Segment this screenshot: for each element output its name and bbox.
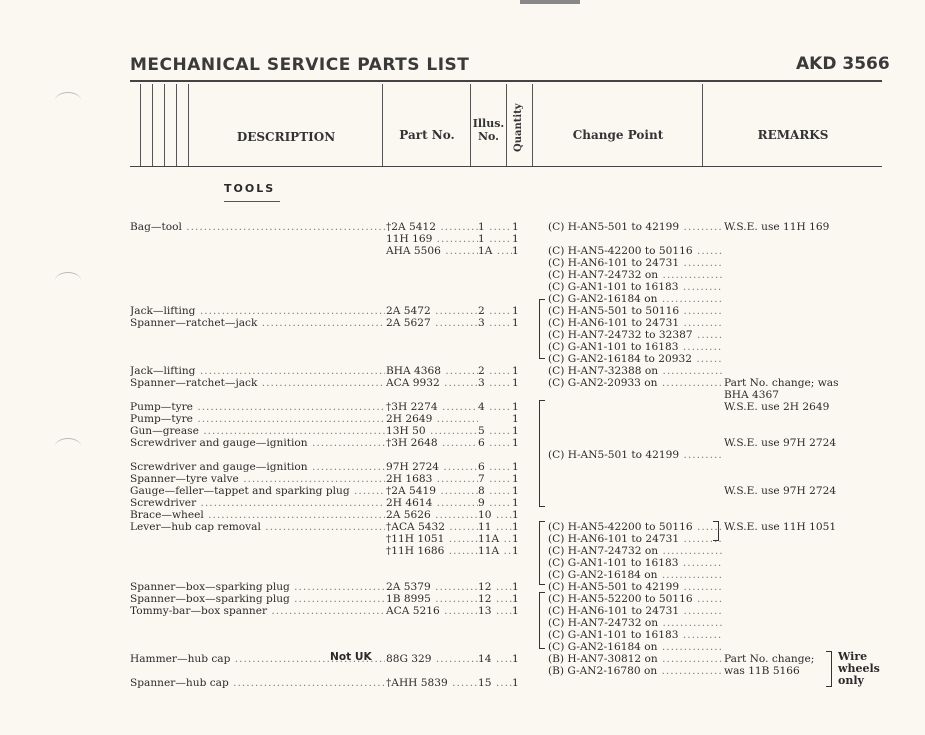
part-no-cell: ACA 9932 ..... xyxy=(386,377,478,389)
description-cell: Bag—tool ..... xyxy=(130,221,385,233)
column-divider xyxy=(382,84,383,166)
punch-hole xyxy=(55,438,81,455)
illus-no-cell: 6 ..... xyxy=(478,437,512,449)
quantity-cell: 1 xyxy=(512,677,519,689)
illus-no-cell: 5 ..... xyxy=(478,425,512,437)
section-heading: TOOLS xyxy=(224,182,276,195)
illus-no-cell: 2 ..... xyxy=(478,305,512,317)
wire-wheels-note-2: wheels xyxy=(838,662,880,675)
quantity-cell: 1 xyxy=(512,425,519,437)
bracket xyxy=(539,592,545,649)
part-no-cell: BHA 4368 ..... xyxy=(386,365,478,377)
header-bottom-rule xyxy=(130,166,882,167)
change-point-cell: (B) G-AN2-16780 on ..... xyxy=(548,665,723,677)
description-cell: Jack—lifting ..... xyxy=(130,305,385,317)
illus-no-cell: 14 ..... xyxy=(478,653,512,665)
column-header-description: DESCRIPTION xyxy=(236,130,336,144)
description-cell: Screwdriver and gauge—ignition ..... xyxy=(130,437,385,449)
illus-no-cell: 6 ..... xyxy=(478,461,512,473)
change-point-cell: (C) G-AN1-101 to 16183 ..... xyxy=(548,281,723,293)
part-no-cell: 2H 1683 ..... xyxy=(386,473,478,485)
part-no-cell: †2A 5419 ..... xyxy=(386,485,478,497)
column-header-part-no: Part No. xyxy=(399,128,455,142)
bracket xyxy=(539,299,545,359)
change-point-cell: (C) H-AN5-501 to 42199 ..... xyxy=(548,221,723,233)
illus-no-cell: 11 ..... xyxy=(478,521,512,533)
remarks-cell: W.S.E. use 2H 2649 xyxy=(724,401,830,413)
description-cell: Spanner—box—sparking plug ..... xyxy=(130,581,385,593)
change-point-cell: (C) H-AN5-501 to 50116 ..... xyxy=(548,305,723,317)
column-header-illus-no: No. xyxy=(477,130,500,143)
part-no-cell: †11H 1051 ..... xyxy=(386,533,478,545)
change-point-cell: (C) G-AN2-20933 on ..... xyxy=(548,377,723,389)
header-top-rule xyxy=(130,80,882,82)
illus-no-cell: 4 ..... xyxy=(478,401,512,413)
quantity-cell: 1 xyxy=(512,581,519,593)
quantity-cell: 1 xyxy=(512,473,519,485)
illus-no-cell: 11A ..... xyxy=(478,533,512,545)
description-cell: Jack—lifting ..... xyxy=(130,365,385,377)
quantity-cell: 1 xyxy=(512,605,519,617)
remarks-cell: Part No. change; xyxy=(724,653,815,665)
column-divider xyxy=(532,84,533,166)
part-no-cell: †ACA 5432 ..... xyxy=(386,521,478,533)
column-header-change-point: Change Point xyxy=(572,128,664,142)
description-cell: Screwdriver ..... xyxy=(130,497,385,509)
part-no-cell: 2A 5627 ..... xyxy=(386,317,478,329)
quantity-cell: 1 xyxy=(512,317,519,329)
remarks-cell: W.S.E. use 11H 1051 xyxy=(724,521,837,533)
punch-hole xyxy=(55,272,81,289)
not-uk-note: Not UK xyxy=(330,651,372,663)
part-no-cell: †11H 1686 ..... xyxy=(386,545,478,557)
remarks-cell: Part No. change; was xyxy=(724,377,839,389)
change-point-cell: (C) H-AN7-24732 on ..... xyxy=(548,617,723,629)
document-code: AKD 3566 xyxy=(796,54,890,74)
bracket xyxy=(713,521,719,541)
change-point-cell: (C) G-AN2-16184 to 20932 ..... xyxy=(548,353,723,365)
illus-no-cell: 1 ..... xyxy=(478,233,512,245)
quantity-cell: 1 xyxy=(512,437,519,449)
change-point-cell: (C) H-AN5-501 to 42199 ..... xyxy=(548,581,723,593)
change-point-cell: (C) H-AN6-101 to 24731 ..... xyxy=(548,257,723,269)
quantity-cell: 1 xyxy=(512,377,519,389)
quantity-cell: 1 xyxy=(512,413,519,425)
wire-wheels-note-3: only xyxy=(838,674,864,687)
remarks-cell: W.S.E. use 97H 2724 xyxy=(724,437,837,449)
part-no-cell: AHA 5506 ..... xyxy=(386,245,478,257)
change-point-cell: (C) G-AN1-101 to 16183 ..... xyxy=(548,557,723,569)
quantity-cell: 1 xyxy=(512,593,519,605)
illus-no-cell: 1A ..... xyxy=(478,245,512,257)
description-cell: Pump—tyre ..... xyxy=(130,413,385,425)
part-no-cell: †AHH 5839 ..... xyxy=(386,677,478,689)
illus-no-cell: 12 ..... xyxy=(478,581,512,593)
punch-hole xyxy=(55,92,81,109)
part-no-cell: 13H 50 ..... xyxy=(386,425,478,437)
column-divider xyxy=(164,84,165,166)
change-point-cell: (C) H-AN6-101 to 24731 ..... xyxy=(548,317,723,329)
description-cell: Screwdriver and gauge—ignition ..... xyxy=(130,461,385,473)
description-cell: Gun—grease ..... xyxy=(130,425,385,437)
change-point-cell: (C) G-AN1-101 to 16183 ..... xyxy=(548,341,723,353)
change-point-cell: (C) G-AN2-16184 on ..... xyxy=(548,293,723,305)
change-point-cell: (C) G-AN2-16184 on ..... xyxy=(548,641,723,653)
quantity-cell: 1 xyxy=(512,461,519,473)
change-point-cell: (C) H-AN5-42200 to 50116 ..... xyxy=(548,245,723,257)
part-no-cell: †2A 5412 ..... xyxy=(386,221,478,233)
change-point-cell: (C) H-AN7-32388 on ..... xyxy=(548,365,723,377)
part-no-cell: 97H 2724 ..... xyxy=(386,461,478,473)
quantity-cell: 1 xyxy=(512,365,519,377)
quantity-cell: 1 xyxy=(512,545,519,557)
illus-no-cell: 8 ..... xyxy=(478,485,512,497)
part-no-cell: ACA 5216 ..... xyxy=(386,605,478,617)
description-cell: Pump—tyre ..... xyxy=(130,401,385,413)
bracket xyxy=(539,400,545,507)
illus-no-cell: 1 ..... xyxy=(478,221,512,233)
quantity-cell: 1 xyxy=(512,521,519,533)
description-cell: Spanner—box—sparking plug ..... xyxy=(130,593,385,605)
column-divider xyxy=(188,84,189,166)
remarks-cell: BHA 4367 xyxy=(724,389,780,401)
bracket xyxy=(539,521,545,585)
part-no-cell: 2A 5626 ..... xyxy=(386,509,478,521)
illus-no-cell: 7 ..... xyxy=(478,473,512,485)
column-divider xyxy=(702,84,703,166)
part-no-cell: †3H 2274 ..... xyxy=(386,401,478,413)
part-no-cell: 2H 4614 ..... xyxy=(386,497,478,509)
part-no-cell: 88G 329 ..... xyxy=(386,653,478,665)
column-header-quantity: Quantity xyxy=(513,103,524,152)
part-no-cell: 11H 169 ..... xyxy=(386,233,478,245)
column-divider xyxy=(176,84,177,166)
illus-no-cell: 12 ..... xyxy=(478,593,512,605)
quantity-cell: 1 xyxy=(512,509,519,521)
description-cell: Hammer—hub cap ..... xyxy=(130,653,385,665)
column-divider xyxy=(152,84,153,166)
quantity-cell: 1 xyxy=(512,245,519,257)
quantity-cell: 1 xyxy=(512,533,519,545)
bracket xyxy=(826,651,832,687)
description-cell: Spanner—ratchet—jack ..... xyxy=(130,377,385,389)
change-point-cell: (C) H-AN7-24732 to 32387 ..... xyxy=(548,329,723,341)
illus-no-cell: 11A ..... xyxy=(478,545,512,557)
change-point-cell: (C) H-AN6-101 to 24731 ..... xyxy=(548,605,723,617)
change-point-cell: (C) G-AN2-16184 on ..... xyxy=(548,569,723,581)
part-no-cell: 2A 5379 ..... xyxy=(386,581,478,593)
part-no-cell: 2A 5472 ..... xyxy=(386,305,478,317)
column-divider xyxy=(506,84,507,166)
change-point-cell: (C) H-AN7-24732 on ..... xyxy=(548,269,723,281)
quantity-cell: 1 xyxy=(512,497,519,509)
quantity-cell: 1 xyxy=(512,485,519,497)
remarks-cell: W.S.E. use 11H 169 xyxy=(724,221,830,233)
section-underline xyxy=(224,201,280,202)
description-cell: Brace—wheel ..... xyxy=(130,509,385,521)
description-cell: Lever—hub cap removal ..... xyxy=(130,521,385,533)
illus-no-cell: 10 ..... xyxy=(478,509,512,521)
remarks-cell: was 11B 5166 xyxy=(724,665,800,677)
change-point-cell: (C) H-AN6-101 to 24731 ..... xyxy=(548,533,723,545)
part-no-cell: †3H 2648 ..... xyxy=(386,437,478,449)
illus-no-cell: 9 ..... xyxy=(478,497,512,509)
column-header-remarks: REMARKS xyxy=(757,128,829,142)
column-header-illus: Illus. xyxy=(472,117,505,130)
remarks-cell: W.S.E. use 97H 2724 xyxy=(724,485,837,497)
part-no-cell: 1B 8995 ..... xyxy=(386,593,478,605)
wire-wheels-note-1: Wire xyxy=(838,650,868,663)
description-cell: Tommy-bar—box spanner ..... xyxy=(130,605,385,617)
change-point-cell: (C) H-AN5-52200 to 50116 ..... xyxy=(548,593,723,605)
description-cell: Spanner—tyre valve ..... xyxy=(130,473,385,485)
change-point-cell: (C) H-AN5-42200 to 50116 ..... xyxy=(548,521,723,533)
quantity-cell: 1 xyxy=(512,305,519,317)
change-point-cell: (B) H-AN7-30812 on ..... xyxy=(548,653,723,665)
description-cell: Spanner—hub cap ..... xyxy=(130,677,385,689)
scan-mark xyxy=(520,0,580,4)
change-point-cell: (C) H-AN5-501 to 42199 ..... xyxy=(548,449,723,461)
illus-no-cell: 15 ..... xyxy=(478,677,512,689)
column-divider xyxy=(140,84,141,166)
description-cell: Spanner—ratchet—jack ..... xyxy=(130,317,385,329)
illus-no-cell: 2 ..... xyxy=(478,365,512,377)
illus-no-cell: 13 ..... xyxy=(478,605,512,617)
change-point-cell: (C) H-AN7-24732 on ..... xyxy=(548,545,723,557)
change-point-cell: (C) G-AN1-101 to 16183 ..... xyxy=(548,629,723,641)
quantity-cell: 1 xyxy=(512,233,519,245)
page-title: MECHANICAL SERVICE PARTS LIST xyxy=(130,55,470,75)
illus-no-cell: 3 ..... xyxy=(478,317,512,329)
illus-no-cell: 3 ..... xyxy=(478,377,512,389)
quantity-cell: 1 xyxy=(512,653,519,665)
quantity-cell: 1 xyxy=(512,401,519,413)
part-no-cell: 2H 2649 ..... xyxy=(386,413,478,425)
quantity-cell: 1 xyxy=(512,221,519,233)
description-cell: Gauge—feller—tappet and sparking plug ..... xyxy=(130,485,385,497)
